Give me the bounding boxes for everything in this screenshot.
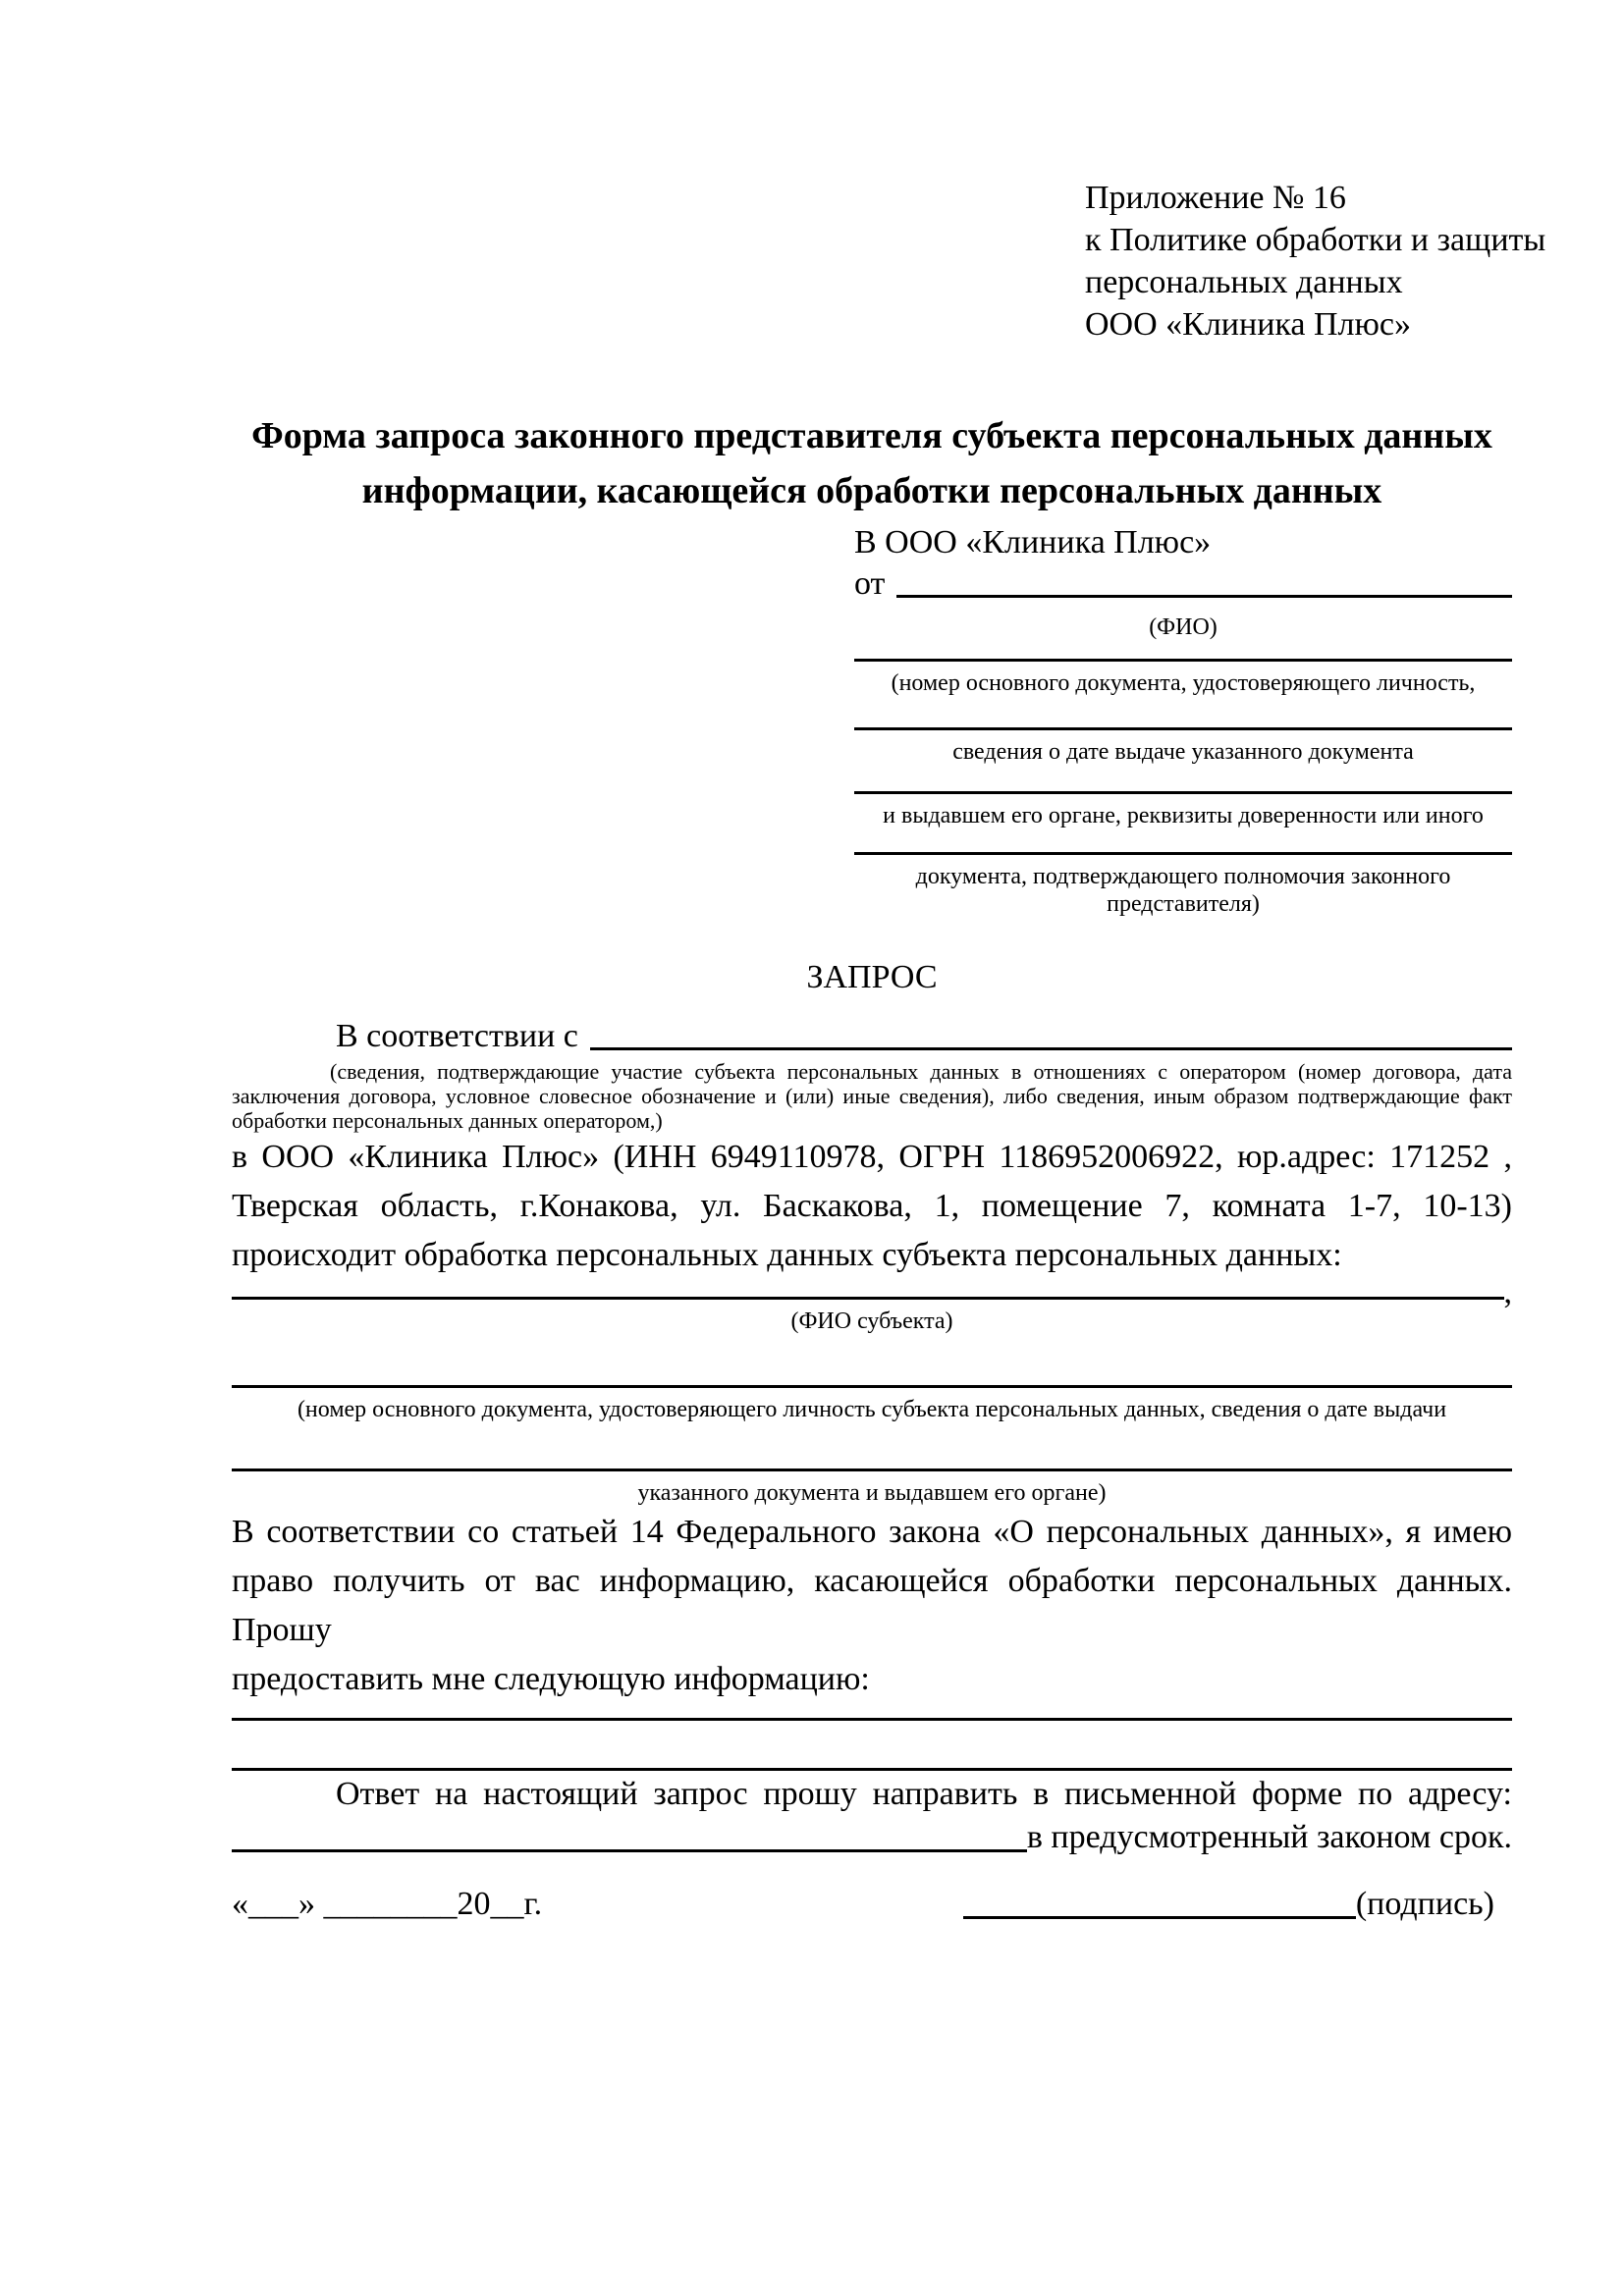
operator-paragraph-line: Тверская область, г.Конакова, ул. Баскакова, 1, помещение 7, комната 1-7, 10-13) [232,1188,1512,1224]
identity-doc-line-2 [854,727,1512,730]
reply-paragraph-suffix: в предусмотренный законом срок. [1026,1819,1512,1855]
trailing-comma: , [1503,1274,1512,1310]
legal-basis-caption-line: заключения договора, условное словесное обозначение и (или) иные сведения), либо сведения, иным образом подтверждающие факт [232,1084,1512,1108]
rights-paragraph-line: право получить от вас информацию, касающейся обработки персональных данных. Прошу [232,1563,1512,1648]
fio-input-line [896,595,1512,598]
subject-doc-caption-1: (номер основного документа, удостоверяющего личность субъекта персональных данных, сведения о дате выдачи [297,1397,1447,1422]
requested-info-line-1 [232,1718,1512,1721]
legal-basis-caption [232,1059,1512,1133]
legal-basis-caption-line: обработки персональных данных оператором,) [232,1108,663,1133]
addressee-block [854,523,1512,918]
operator-paragraph-line: происходит обработка персональных данных субъекта персональных данных: [232,1237,1342,1273]
identity-doc-caption-4: документа, подтверждающего полномочия законного представителя) [915,864,1451,917]
requested-info-line-2 [232,1768,1512,1771]
reply-address-input-line [232,1849,1027,1852]
legal-basis-prefix: В соответствии с [336,1018,578,1054]
policy-reference-line: персональных данных [1085,264,1403,300]
policy-reference-line: к Политике обработки и защиты [1085,222,1546,258]
request-heading: ЗАПРОС [806,959,938,995]
identity-doc-caption-1: (номер основного документа, удостоверяющего личность, [891,670,1476,696]
identity-doc-caption-3: и выдавшем его органе, реквизиты доверенности или иного [883,803,1484,828]
legal-basis-caption-line: (сведения, подтверждающие участие субъекта персональных данных в отношениях с оператором (номер договора, дата [330,1059,1512,1084]
subject-doc-caption-2: указанного документа и выдавшем его органе) [637,1480,1107,1506]
operator-paragraph-line: в ООО «Клиника Плюс» (ИНН 6949110978, ОГРН 1186952006922, юр.адрес: 171252 , [232,1139,1512,1175]
rights-paragraph [232,1508,1512,1704]
legal-basis-field [232,1015,1512,1058]
organization-name-line: ООО «Клиника Плюс» [1085,306,1411,343]
document-title-line: информации, касающейся обработки персональных данных [361,470,1382,511]
subject-doc-line-1 [232,1385,1512,1388]
date-signature-row [232,1883,1512,1926]
rights-paragraph-line: В соответствии со статьей 14 Федерального закона «О персональных данных», я имею [232,1514,1512,1550]
appendix-number-line: Приложение № 16 [1085,180,1346,216]
rights-paragraph-line: предоставить мне следующую информацию: [232,1661,870,1697]
reply-address-field [232,1816,1512,1859]
from-label: от [854,565,886,602]
addressee-org: В ООО «Клиника Плюс» [854,524,1212,561]
document-title [232,408,1512,518]
reply-paragraph-line: Ответ на настоящий запрос прошу направить в письменной форме по адресу: [336,1776,1512,1812]
identity-doc-caption-2: сведения о дате выдаче указанного документа [952,739,1414,765]
operator-paragraph [232,1133,1512,1280]
appendix-header [1085,177,1546,346]
signature-field [963,1883,1494,1926]
document-title-line: Форма запроса законного представителя субъекта персональных данных [251,415,1492,456]
from-field [854,562,1512,606]
fio-caption: (ФИО) [1149,614,1218,640]
date-field: «___» ________20__г. [232,1886,543,1922]
document-content [232,0,1546,1926]
subject-fio-field [232,1274,1512,1310]
signature-input-line [963,1916,1356,1919]
legal-basis-input-line [590,1047,1512,1050]
subject-doc-line-2 [232,1468,1512,1471]
subject-fio-caption: (ФИО субъекта) [790,1308,953,1334]
identity-doc-line-4 [854,852,1512,855]
identity-doc-line-3 [854,791,1512,794]
signature-caption: (подпись) [1355,1886,1494,1922]
subject-fio-input-line [232,1297,1504,1300]
identity-doc-line-1 [854,659,1512,662]
